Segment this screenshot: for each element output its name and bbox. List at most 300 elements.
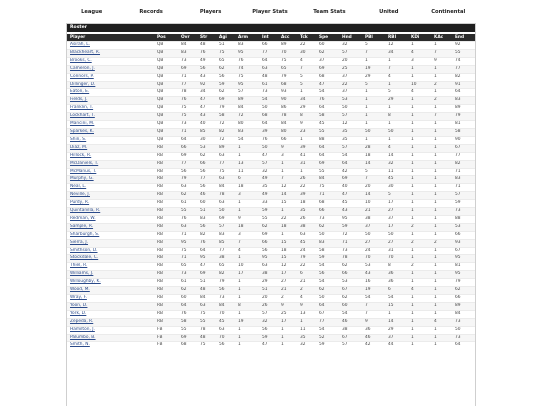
cell-hnd: 53	[342, 97, 348, 103]
cell-tck: 32	[300, 342, 306, 348]
cell-spe: 54	[319, 89, 325, 95]
cell-kac: 1	[434, 200, 437, 206]
player-name-link[interactable]: York, D.	[70, 310, 87, 316]
cell-tck: 41	[300, 152, 306, 158]
cell-end: 64	[455, 342, 461, 348]
column-header-acc[interactable]: Acc	[281, 34, 300, 42]
player-name-link[interactable]: Zepeda, R.	[70, 318, 94, 324]
player-name-link[interactable]: Eaton, E.	[70, 89, 90, 95]
cell-str: 69	[200, 271, 206, 277]
cell-pos: RB	[157, 184, 163, 190]
cell-pos: RB	[157, 168, 163, 174]
player-name-link[interactable]: Fields, J.	[70, 97, 88, 103]
column-header-int[interactable]: Int	[262, 34, 281, 42]
cell-agi: 38	[219, 255, 225, 261]
cell-int: 32	[262, 168, 268, 174]
cell-hnd: 64	[342, 160, 348, 166]
cell-end: 62	[455, 287, 461, 293]
cell-spe: 62	[319, 223, 325, 229]
cell-pbl: 42	[365, 342, 371, 348]
nav-players[interactable]: Players	[199, 9, 222, 15]
cell-agi: 84	[219, 302, 225, 308]
cell-kac: 1	[434, 271, 437, 277]
player-name-link[interactable]: Neal, L.	[70, 184, 87, 190]
cell-acc: 18	[281, 247, 287, 253]
cell-rbl: 27	[388, 208, 394, 214]
cell-tck: 18	[300, 200, 306, 206]
table-row	[67, 128, 475, 136]
cell-arm: 6	[238, 176, 241, 182]
cell-pbl: 1	[365, 89, 368, 95]
player-name-link[interactable]: Hamilton, J.	[70, 326, 95, 332]
cell-pos: FB	[157, 326, 163, 332]
player-name-link[interactable]: Asirah, L.	[70, 42, 90, 47]
cell-ovr: 71	[181, 73, 187, 79]
player-name-link[interactable]: Sierra, J.	[70, 239, 89, 245]
cell-pos: QB	[157, 136, 164, 142]
cell-rbl: 36	[388, 279, 394, 285]
table-row	[67, 65, 475, 73]
cell-kdi: 4	[411, 89, 414, 95]
cell-kdi: 1	[411, 247, 414, 253]
cell-end: 74	[455, 57, 461, 63]
player-name-link[interactable]: McDaniels, T.	[70, 160, 99, 166]
table-row	[67, 192, 475, 200]
cell-end: 83	[455, 97, 461, 103]
cell-rbl: 31	[388, 247, 394, 253]
cell-rbl: 12	[388, 42, 394, 47]
cell-tck: 1	[300, 89, 303, 95]
table-row	[67, 97, 475, 105]
cell-str: 49	[200, 57, 206, 63]
cell-tck: 8	[300, 113, 303, 119]
roster-body	[67, 42, 475, 350]
cell-end: 57	[455, 192, 461, 198]
table-row	[67, 184, 475, 192]
player-name-link[interactable]: Shin, S.	[70, 136, 87, 142]
cell-pbl: 1	[365, 136, 368, 142]
player-name-link[interactable]: Williams, J.	[70, 271, 94, 277]
cell-kdi: 1	[411, 255, 414, 261]
player-name-link[interactable]: Neville, J.	[70, 192, 90, 198]
cell-kac: 1	[434, 73, 437, 79]
cell-acc: 78	[281, 113, 287, 119]
cell-str: 48	[200, 334, 206, 340]
cell-end: 91	[455, 81, 461, 87]
cell-pbl: 50	[365, 128, 371, 134]
cell-arm: 1	[238, 334, 241, 340]
cell-end: 89	[455, 105, 461, 111]
cell-pbl: 7	[365, 49, 368, 55]
table-row	[67, 334, 475, 342]
cell-int: 73	[262, 89, 268, 95]
cell-rbl: 29	[388, 326, 394, 332]
cell-end: 50	[455, 326, 461, 332]
player-name-link[interactable]: Palumbo, B.	[70, 334, 96, 340]
column-header-pbl[interactable]: PBl	[365, 34, 388, 42]
cell-spe: 75	[319, 184, 325, 190]
cell-acc: 1	[281, 160, 284, 166]
cell-int: 69	[262, 231, 268, 237]
cell-end: 93	[455, 239, 461, 245]
player-name-link[interactable]: Mancini, M.	[70, 121, 95, 127]
cell-agi: 82	[219, 271, 225, 277]
player-name-link[interactable]: Stockdale, C.	[70, 255, 99, 261]
cell-ovr: 83	[181, 49, 187, 55]
cell-end: 79	[455, 113, 461, 119]
cell-pbl: 36	[365, 326, 371, 332]
cell-tck: 9	[300, 121, 303, 127]
cell-ovr: 61	[181, 200, 187, 206]
cell-hnd: 66	[342, 271, 348, 277]
cell-kac: 1	[434, 105, 437, 111]
cell-spe: 71	[319, 192, 325, 198]
cell-spe: 83	[319, 239, 325, 245]
column-header-str[interactable]: Str	[200, 34, 219, 42]
cell-hnd: 60	[342, 302, 348, 308]
cell-tck: 7	[300, 65, 303, 71]
cell-kdi: 1	[411, 160, 414, 166]
cell-rbl: 44	[388, 342, 394, 348]
cell-kdi: 1	[411, 136, 414, 142]
cell-hnd: 35	[342, 128, 348, 134]
player-name-link[interactable]: Smith, N.	[70, 342, 90, 348]
cell-kac: 2	[434, 239, 437, 245]
cell-spe: 66	[319, 208, 325, 214]
cell-acc: 68	[281, 81, 287, 87]
cell-hnd: 57	[342, 113, 348, 119]
cell-hnd: 95	[342, 215, 348, 221]
cell-rbl: 11	[388, 168, 394, 174]
cell-int: 56	[262, 326, 268, 332]
cell-pbl: 5	[365, 42, 368, 47]
player-name-link[interactable]: McManus, T.	[70, 168, 97, 174]
roster-table	[67, 34, 475, 349]
cell-str: 95	[200, 255, 206, 261]
cell-str: 62	[200, 152, 206, 158]
player-name-link[interactable]: Wood, M.	[70, 287, 90, 293]
cell-ovr: 69	[181, 334, 187, 340]
cell-acc: 1	[281, 334, 284, 340]
table-row	[67, 295, 475, 303]
cell-pos: QB	[157, 121, 164, 127]
cell-pos: RB	[157, 239, 163, 245]
player-name-link[interactable]: Purdy, R.	[70, 200, 90, 206]
player-name-link[interactable]: Dillinger, D.	[70, 81, 96, 87]
cell-str: 63	[200, 302, 206, 308]
cell-pos: RB	[157, 176, 163, 182]
cell-rbl: 1	[388, 81, 391, 87]
cell-str: 51	[200, 279, 206, 285]
player-name-link[interactable]: Blackheart, R.	[70, 49, 101, 55]
cell-arm: 95	[238, 81, 244, 87]
column-header-spe[interactable]: Spe	[319, 34, 342, 42]
cell-arm: 57	[238, 89, 244, 95]
cell-tck: 21	[300, 279, 306, 285]
cell-int: 59	[262, 208, 268, 214]
cell-kac: 1	[434, 279, 437, 285]
player-name-link[interactable]: Smithson, D.	[70, 247, 98, 253]
cell-arm: 7	[238, 239, 241, 245]
cell-str: 84	[200, 295, 206, 300]
table-row	[67, 152, 475, 160]
cell-kac: 1	[434, 215, 437, 221]
cell-ovr: 63	[181, 223, 187, 229]
player-name-link[interactable]: Quintanilla, R.	[70, 208, 101, 214]
cell-pos: RB	[157, 295, 163, 300]
cell-end: 88	[455, 215, 461, 221]
cell-agi: 65	[219, 263, 225, 269]
cell-kac: 1	[434, 144, 437, 150]
player-name-link[interactable]: Redman, W.	[70, 215, 96, 221]
player-name-link[interactable]: Sharburgh, S.	[70, 231, 100, 237]
cell-kac: 4	[434, 318, 437, 324]
cell-rbl: 70	[388, 255, 394, 261]
cell-pbl: 28	[365, 144, 371, 150]
cell-pos: RB	[157, 231, 163, 237]
cell-pos: RB	[157, 302, 163, 308]
cell-pos: FB	[157, 342, 163, 348]
cell-hnd: 45	[342, 200, 348, 206]
cell-kac: 1	[434, 208, 437, 214]
cell-pbl: 43	[365, 271, 371, 277]
nav-team-stats[interactable]: Team Stats	[313, 9, 346, 15]
column-header-hnd[interactable]: Hnd	[342, 34, 365, 42]
table-row	[67, 144, 475, 152]
cell-rbl: 50	[388, 231, 394, 237]
cell-spe: 59	[319, 342, 325, 348]
cell-ovr: 68	[181, 342, 187, 348]
cell-str: 78	[200, 326, 206, 332]
cell-kac: 1	[434, 42, 437, 47]
table-row	[67, 42, 475, 50]
column-header-rbl[interactable]: RBl	[388, 34, 411, 42]
cell-ovr: 77	[181, 81, 187, 87]
cell-spe: 62	[319, 49, 325, 55]
nav-league[interactable]: League	[81, 9, 103, 15]
cell-ovr: 76	[181, 97, 187, 103]
player-name-link[interactable]: Wray, F.	[70, 295, 87, 300]
player-name-link[interactable]: Brooks, C.	[70, 57, 92, 63]
cell-kdi: 1	[411, 65, 414, 71]
cell-pbl: 7	[365, 176, 368, 182]
cell-agi: 77	[219, 160, 225, 166]
header-row	[67, 34, 475, 42]
cell-pbl: 9	[365, 318, 368, 324]
cell-end: 67	[455, 144, 461, 150]
table-row	[67, 49, 475, 57]
cell-kac: 7	[434, 49, 437, 55]
cell-str: 47	[200, 263, 206, 269]
cell-pos: RB	[157, 279, 163, 285]
cell-ovr: 58	[181, 318, 187, 324]
player-name-link[interactable]: Sparkes, K.	[70, 128, 94, 134]
cell-rbl: 50	[388, 128, 394, 134]
cell-arm: 8	[238, 302, 241, 308]
cell-spe: 76	[319, 97, 325, 103]
column-header-end[interactable]: End	[455, 34, 475, 42]
cell-ovr: 71	[181, 255, 187, 261]
player-name-link[interactable]: Lockhart, T.	[70, 113, 95, 119]
cell-kac: 1	[434, 121, 437, 127]
cell-pos: QB	[157, 113, 164, 119]
cell-agi: 69	[219, 215, 225, 221]
cell-rbl: 1	[388, 57, 391, 63]
cell-str: 75	[200, 310, 206, 316]
cell-spe: 54	[319, 279, 325, 285]
cell-kac: 1	[434, 310, 437, 316]
cell-acc: 14	[281, 192, 287, 198]
cell-hnd: 40	[342, 184, 348, 190]
nav-player-stats[interactable]: Player Stats	[252, 9, 288, 15]
cell-str: 53	[200, 144, 206, 150]
cell-tck: 31	[300, 160, 306, 166]
cell-arm: 10	[238, 263, 244, 269]
cell-tck: 39	[300, 144, 306, 150]
column-header-agi[interactable]: Agi	[219, 34, 238, 42]
cell-int: 50	[262, 144, 268, 150]
cell-agi: 70	[219, 334, 225, 340]
cell-arm: 1	[238, 295, 241, 300]
cell-arm: 1	[238, 144, 241, 150]
cell-kac: 1	[434, 168, 437, 174]
cell-acc: 27	[281, 279, 287, 285]
cell-spe: 58	[319, 113, 325, 119]
column-header-pos[interactable]: Pos	[157, 34, 181, 42]
cell-spe: 68	[319, 73, 325, 79]
cell-acc: 86	[281, 105, 287, 111]
cell-acc: 65	[281, 65, 287, 71]
cell-acc: 25	[281, 310, 287, 316]
column-header-arm[interactable]: Arm	[238, 34, 262, 42]
cell-int: 50	[262, 105, 268, 111]
cell-hnd: 67	[342, 334, 348, 340]
cell-tck: 45	[300, 239, 306, 245]
cell-acc: 80	[281, 128, 287, 134]
table-row	[67, 326, 475, 334]
cell-arm: 1	[238, 255, 241, 261]
cell-rbl: 5	[388, 89, 391, 95]
cell-end: 53	[455, 223, 461, 229]
cell-int: 49	[262, 176, 268, 182]
cell-rbl: 8	[388, 113, 391, 119]
cell-kac: 1	[434, 184, 437, 190]
cell-end: 90	[455, 136, 461, 142]
cell-pbl: 70	[365, 255, 371, 261]
cell-tck: 5	[300, 81, 303, 87]
cell-spe: 55	[319, 128, 325, 134]
cell-kac: 9	[434, 57, 437, 63]
cell-arm: 1	[238, 200, 241, 206]
cell-kdi: 1	[411, 168, 414, 174]
cell-hnd: 42	[342, 168, 348, 174]
cell-rbl: 14	[388, 318, 394, 324]
cell-tck: 1	[300, 136, 303, 142]
table-row	[67, 263, 475, 271]
cell-spe: 77	[319, 318, 325, 324]
cell-int: 26	[262, 302, 268, 308]
cell-int: 68	[262, 113, 268, 119]
cell-hnd: 54	[342, 152, 348, 158]
cell-rbl: 45	[388, 176, 394, 182]
cell-agi: 56	[219, 73, 225, 79]
table-row	[67, 255, 475, 263]
table-row	[67, 302, 475, 310]
cell-str: 64	[200, 247, 206, 253]
player-name-link[interactable]: Murphy, G.	[70, 176, 94, 182]
cell-tck: 26	[300, 215, 306, 221]
nav-records[interactable]: Records	[139, 9, 163, 15]
player-name-link[interactable]: Yoon, D.	[70, 302, 88, 308]
table-row	[67, 136, 475, 144]
player-name-link[interactable]: Sample, R.	[70, 223, 94, 229]
column-header-ovr[interactable]: Ovr	[181, 34, 200, 42]
column-header-tck[interactable]: Tck	[300, 34, 319, 42]
cell-spe: 84	[319, 176, 325, 182]
cell-tck: 13	[300, 310, 306, 316]
cell-rbl: 4	[388, 144, 391, 150]
column-header-player[interactable]: Player	[67, 34, 157, 42]
cell-arm: 76	[238, 57, 244, 63]
player-name-link[interactable]: Willoughby, K.	[70, 279, 101, 285]
cell-tck: 2	[300, 287, 303, 293]
cell-pbl: 18	[365, 152, 371, 158]
cell-tck: 1	[300, 318, 303, 324]
cell-acc: 3	[281, 152, 284, 158]
player-name-link[interactable]: Franklin, T.	[70, 105, 94, 111]
cell-pbl: 16	[365, 279, 371, 285]
cell-kac: 1	[434, 192, 437, 198]
table-row	[67, 208, 475, 216]
cell-acc: 15	[281, 255, 287, 261]
player-name-link[interactable]: Diaz, M.	[70, 144, 88, 150]
player-name-link[interactable]: Cameron, J.	[70, 65, 95, 71]
cell-int: 20	[262, 295, 268, 300]
cell-spe: 50	[319, 295, 325, 300]
cell-agi: 50	[219, 208, 225, 214]
cell-hnd: 54	[342, 310, 348, 316]
nav-continental[interactable]: Continental	[431, 9, 466, 15]
cell-int: 59	[262, 334, 268, 340]
cell-kdi: 1	[411, 73, 414, 79]
cell-kac: 1	[434, 176, 437, 182]
cell-spe: 73	[319, 215, 325, 221]
cell-str: 76	[200, 239, 206, 245]
cell-pbl: 29	[365, 73, 371, 79]
nav-united[interactable]: United	[379, 9, 399, 15]
cell-end: 64	[455, 89, 461, 95]
cell-end: 73	[455, 334, 461, 340]
cell-kdi: 1	[411, 113, 414, 119]
cell-acc: 1	[281, 326, 284, 332]
player-name-link[interactable]: Connors, P.	[70, 73, 94, 79]
cell-int: 35	[262, 184, 268, 190]
cell-pos: QB	[157, 89, 164, 95]
table-row	[67, 160, 475, 168]
cell-pos: RB	[157, 192, 163, 198]
cell-spe: 67	[319, 310, 325, 316]
cell-hnd: 57	[342, 144, 348, 150]
cell-kdi: 2	[411, 263, 414, 269]
player-name-link[interactable]: Thiel, R.	[70, 263, 88, 269]
cell-int: 47	[262, 342, 268, 348]
player-name-link[interactable]: Hillock, R.	[70, 152, 92, 158]
cell-acc: 1	[281, 208, 284, 214]
cell-hnd: 71	[342, 239, 348, 245]
column-header-kac[interactable]: KAc	[434, 34, 455, 42]
column-header-kdi[interactable]: KDi	[411, 34, 434, 42]
cell-hnd: 25	[342, 65, 348, 71]
